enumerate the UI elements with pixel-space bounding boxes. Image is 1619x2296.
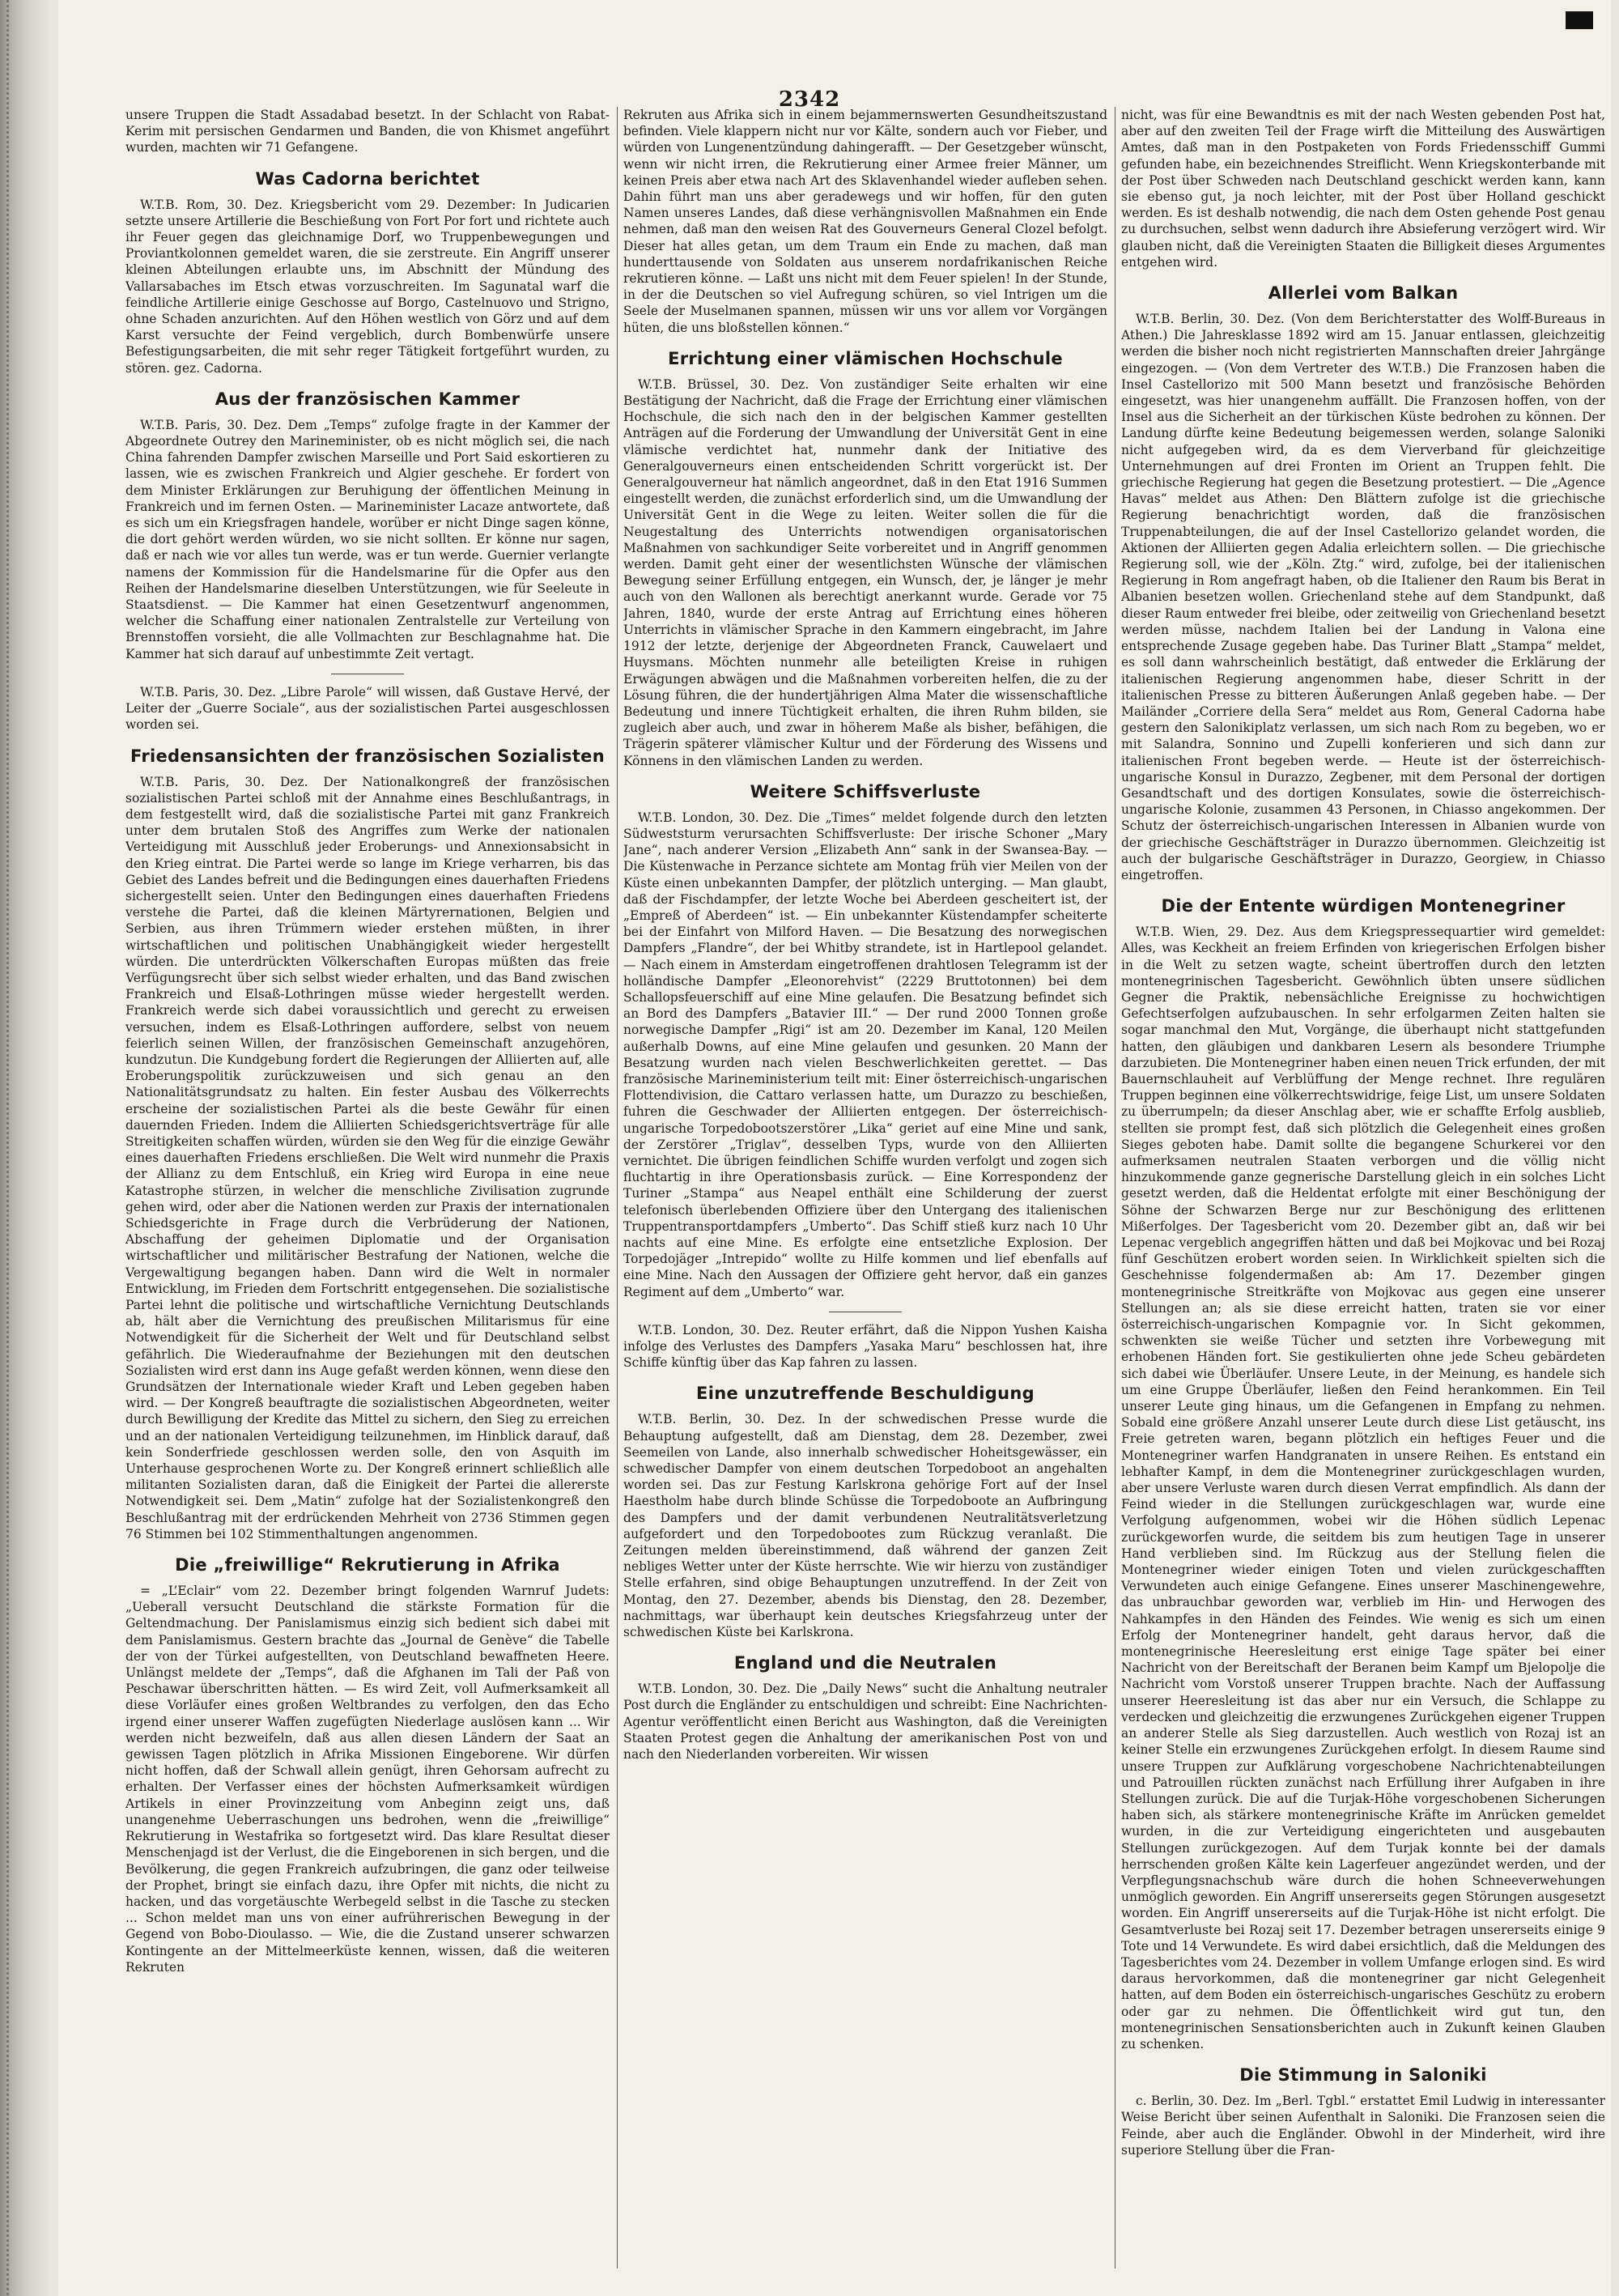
column-3 — [1121, 107, 1605, 2268]
article-headline: Die der Entente würdigen Montenegriner — [1161, 896, 1566, 916]
article-headline: Errichtung einer vlämischen Hochschule — [668, 348, 1063, 368]
article-paragraph: W.T.B. Berlin, 30. Dez. In der schwedischen Presse wurde die Behauptung aufgestellt, daß am Dienstag, dem 28. Dezember, zwei Seemeilen von Lande, also innerhalb schwedischer Hoheitsgewässer, ein schwedischer Dampfer von einem deutschen Torpedoboot an angehalten worden sei. Das zur Festung Karlskrona gehörige Fort auf der Insel Haestholm habe durch blinde Schüsse die Torpedoboote an Aufbringung des Dampfers und der damit verbundenen Neutralitätsverletzung aufgefordert und den Torpedobootes zum Rückzug veranlaßt. Die Zeitungen melden übereinstimmend, daß während der ganzen Zeit nebliges Wetter unter der Küste herrschte. Wie wir hierzu von zuständiger Stelle erfahren, sind obige Behauptungen unzutreffend. In der Zeit von Montag, den 27. Dezember, abends bis Dienstag, den 28. Dezember, nachmittags, war überhaupt kein deutsches Kriegsfahrzeug unter der schwedischen Küste bei Karlskrona. — [623, 1412, 1107, 1640]
article-was-cadorna-berichtet — [125, 169, 610, 376]
article-paragraph: W.T.B. London, 30. Dez. Reuter erfährt, daß die Nippon Yushen Kaisha infolge des Verlustes des Dampfers „Yasaka Maru“ beschlossen hat, ihre Schiffe künftig über das Kap fahren zu lassen. — [623, 1322, 1107, 1371]
page-corner-mark — [1566, 11, 1593, 29]
article-headline: Allerlei vom Balkan — [1268, 283, 1459, 304]
article-continued-col3 — [1121, 107, 1605, 270]
article-headline: Friedensansichten der französischen Sozialisten — [130, 746, 605, 766]
article-weitere-schiffsverluste — [623, 782, 1107, 1371]
article-die-der-entente-wurdigen-montenegriner — [1121, 896, 1605, 2052]
article-paragraph: unsere Truppen die Stadt Assadabad besetzt. In der Schlacht von Rabat-Kerim mit persischen Gendarmen und Banden, die von Khismet angeführt wurden, machten wir 71 Gefangene. — [125, 108, 610, 155]
article-headline: Die „freiwillige“ Rekrutierung in Afrika — [175, 1555, 560, 1575]
article-headline: Aus der französischen Kammer — [215, 389, 521, 409]
article-eine-unzutreffende-beschuldigung — [623, 1384, 1107, 1640]
article-die-freiwillige-rekrutierung-in-afrika — [125, 1555, 610, 1975]
article-paragraph: nicht, was für eine Bewandtnis es mit der nach Westen gebenden Post hat, aber auf den zweiten Teil der Frage wirft die Mitteilung des Auswärtigen Amtes, daß man in den Postpaketen von Fords Friedensschiff Gummi gefunden habe, ein bezeichnendes Streiflicht. Wenn Kriegskonterbande mit der Post über Schweden nach Deutschland geschickt werden kann, kann sie ebenso gut, ja noch leichter, mit der Post über Holland geschickt werden. Es ist deshalb notwendig, die nach dem Osten gehende Post genau zu durchsuchen, selbst wenn dadurch ihre Absieferung verzögert wird. Wir glauben nicht, daß die Vereinigten Staaten die Billigkeit dieses Argumentes entgehen wird. — [1121, 108, 1605, 270]
article-paragraph: = „L’Eclair“ vom 22. Dezember bringt folgenden Warnruf Judets: „Ueberall versucht Deutschland die stärkste Formation für die Geltendmachung. Der Panislamismus einzig sich bedient sich dabei mit dem Panislamismus. Gestern brachte das „Journal de Genève“ die Tabelle der von der Türkei aufgestellten, von Deutschland bewaffneten Heere. Unlängst meldete der „Temps“, daß die Afghanen im Tali der Paß von Peschawar überschritten hätten. — Es wird Zeit, voll Aufmerksamkeit all diese Vorläufer eines großen Weltbrandes zu verfolgen, den das Echo irgend einer unserer Waffen zugefügten Niederlage auslösen kann ... Wir werden nicht bezweifeln, daß aus allen diesen Ländern der Saat an gewissen Tagen plötzlich in Afrika Missionen Eingeborene. Wir dürfen nicht hoffen, daß der Schwall allein genügt, ihren Gehorsam aufrecht zu erhalten. Der Verfasser eines der höchsten Aufmerksamkeit würdigen Artikels in einer Provinzzeitung vom Anbeginn zeigt uns, daß unangenehme Ueberraschungen uns bedrohen, wenn die „freiwillige“ Rekrutierung in Westafrika so fortgesetzt wird. Das klare Resultat dieser Menschenjagd ist der Verlust, die die Eingeborenen in sich bergen, und die Bevölkerung, die gegen Frankreich aufzubringen, die ganz oder teilweise der Prophet, bringt sie einfach dazu, ihre Opfer mit nichts, die nicht zu hacken, und das vorgetäuschte Werbegeld selbst in die Tasche zu stecken ... Schon meldet man uns von einer aufrührerischen Bewegung in der Gegend von Bobo-Dioulasso. — Wie, die die Zustand unserer schwarzen Kontingente an der Mittelmeerküste kennen, wissen, daß die weiteren Rekruten — [125, 1584, 610, 1975]
article-die-stimmung-in-saloniki — [1121, 2065, 1605, 2158]
article-headline: Eine unzutreffende Beschuldigung — [696, 1384, 1035, 1404]
article-friedensansichten-der-franzosischen-sozi — [125, 746, 610, 1543]
article-paragraph: c. Berlin, 30. Dez. Im „Berl. Tgbl.“ erstattet Emil Ludwig in interessanter Weise Bericht über seinen Aufenthalt in Saloniki. Die Franzosen seien die Feinde, aber auch die Engländer. Obwohl in der Minderheit, wird ihre superiore Stellung über die Fran- — [1121, 2094, 1605, 2158]
article-paragraph: W.T.B. London, 30. Dez. Die „Daily News“ sucht die Anhaltung neutraler Post durch die Engländer zu entschuldigen und schreibt: Eine Nachrichten-Agentur veröffentlicht einen Bericht aus Washington, daß die Vereinigten Staaten Protest gegen die Anhaltung der amerikanischen Post von und nach den Niederlanden vorbereiten. Wir wissen — [623, 1682, 1107, 1762]
article-paragraph: W.T.B. Paris, 30. Dez. „Libre Parole“ will wissen, daß Gustave Hervé, der Leiter der „Guerre Sociale“, aus der sozialistischen Partei ausgeschlossen worden sei. — [125, 684, 610, 733]
article-continued-col1 — [125, 107, 610, 156]
article-paragraph: W.T.B. Berlin, 30. Dez. (Von dem Berichterstatter des Wolff-Bureaus in Athen.) Die Jahresklasse 1892 wird am 15. Januar entlassen, gleichzeitig werden die bisher noch nicht registrierten Mannschaften dreier Jahrgänge eingezogen. — (Von dem Vertreter des W.T.B.) Die Franzosen haben die Insel Castellorizo mit 500 Mann besetzt und französische Behörden eingesetzt, was hier unangenehm auffällt. Die Franzosen hoffen, von der Insel aus die Sicherheit an der türkischen Küste bedrohen zu können. Der Landung dürfte keine Bedeutung beigemessen werden, solange Saloniki nicht aufgegeben wird, da es dem Vierverband für gleichzeitige Unternehmungen auf drei Fronten im Orient an Truppen fehlt. Die griechische Regierung hat gegen die Besetzung protestiert. — Die „Agence Havas“ meldet aus Athen: Den Blättern zufolge ist die griechische Regierung benachrichtigt worden, daß die französischen Truppenabteilungen, die auf der Insel Castellorizo gelandet worden, die Aktionen der Alliierten gegen Adalia erleichtern sollen. — Die griechische Regierung soll, wie der „Köln. Ztg.“ wird, zufolge, bei der italienischen Regierung in Rom angefragt haben, ob die Italiener den Raum bis Berat in Albanien besetzen wollen. Griechenland stehe auf dem Standpunkt, daß dieser Raum entweder frei bleibe, oder zeitweilig von Griechenland besetzt werden müsse, nachdem Italien bei der Landung in Valona eine entsprechende Zusage gegeben habe. Das Turiner Blatt „Stampa“ meldet, es soll dann wahrscheinlich bestätigt, daß entweder die Erklärung der italienischen Regierung angenommen habe, dieser Schritt in der italienischen Presse zu bitteren Äußerungen Anlaß gegeben habe. — Der Mailänder „Corriere della Sera“ meldet aus Rom, General Cadorna habe gestern den Salonikiplatz verlassen, um sich nach Rom zu begeben, wo er mit Salandra, Sonnino und Zupelli konferieren und sich dann zur italienischen Front begeben werde. — Heute ist der österreichisch-ungarische Konsul in Durazzo, Zegbener, mit dem Personal der dortigen Gesandtschaft und des dortigen Konsulates, sowie die österreichisch-ungarische Kolonie, zusammen 43 Personen, in Chiasso angekommen. Der Schutz der österreichisch-ungarischen Interessen in Albanien wurde von der griechische Geschäftsträger in Durazzo übernommen. Gleichzeitig ist auch der bulgarische Geschäftsträger in Durazzo, Georgiew, in Chiasso eingetroffen. — [1121, 312, 1605, 882]
book-binding-edge — [0, 0, 49, 2296]
column-2 — [623, 107, 1107, 2268]
article-england-und-die-neutralen — [623, 1653, 1107, 1762]
article-errichtung-einer-vlamischen-hochschule — [623, 349, 1107, 769]
column-1 — [125, 107, 610, 2268]
article-paragraph: W.T.B. Wien, 29. Dez. Aus dem Kriegspressequartier wird gemeldet: Alles, was Keckheit an freiem Erfinden von kriegerischen Erfolgen bisher in die Welt zu setzen wagte, scheint übertroffen durch den letzten montenegrinischen Tagesbericht. Gewöhnlich übten unsere südlichen Gegner die Praktik, nebensächliche Ereignisse zu hochwichtigen Gefechtserfolgen aufzubauschen. In sehr erfolgarmen Zeiten halten sie sogar manchmal den Mut, Vorgänge, die überhaupt nicht stattgefunden hatten, den gläubigen und dankbaren Lesern als besondere Triumphe darzubieten. Die Montenegriner haben einen neuen Trick erfunden, der mit Bauernschlauheit auf Verblüffung der Menge rechnet. Ihre regulären Truppen beginnen eine völkerrechtswidrige, feige List, um unsere Soldaten zu überrumpeln; da dieser Anschlag aber, wie er schaffte Erfolg ausblieb, stellten sie prompt fest, daß sich plötzlich die Gelegenheit eines großen Sieges geboten habe. Damit sollte die begangene Schurkerei vor den aufmerksamen neutralen Staaten verborgen und die völlig nicht hinzukommende ganze gegnerische Darstellung gleich in ein solches Licht gesetzt werden, daß die Heldentat erfolgte mit einer Beschönigung der Söhne der Schwarzen Berge nur zur Beschönigung des erlittenen Mißerfolges. Der Tagesbericht vom 20. Dezember gibt an, daß wir bei Lepenac vergeblich angegriffen hätten und daß bei Mojkovac und bei Rozaj fünf Geschützen erobert worden seien. In Wirklichkeit spielten sich die Geschehnisse folgendermaßen ab: Am 17. Dezember gingen montenegrinische Streitkräfte von Mojkovac aus gegen eine unserer Stellungen an; als sie diese erreicht hatten, traten sie vor einer österreichisch-ungarischen Kompagnie vor. In Sicht gekommen, schwenkten sie weiße Tücher und setzten ihre Vorbewegung mit erhobenen Händen fort. Sie gestikulierten ohne jede Scheu gebärdeten sich dabei wie Überläufer. Unsere Leute, in der Meinung, es handele sich um eine Gruppe Überläufer, ließen den Feind herankommen. Ein Teil unserer Leute ging hinaus, um die Gefangenen in Empfang zu nehmen. Sobald eine größere Anzahl unserer Leute durch diese List getäuscht, ins Freie getreten waren, begann plötzlich ein heftiges Feuer und die Montenegriner warfen Handgranaten in unsere Reihen. Es entstand ein lebhafter Kampf, in dem die Montenegriner zurückgeschlagen wurden, aber unsere Verluste waren durch diesen Verrat empfindlich. Als dann der Feind wieder in die Stellungen zurückgeschlagen war, wurde eine Verfolgung aufgenommen, wobei wir die Höhen südlich Lepenac zurückgeworfen wurde, die seitdem bis zum heutigen Tage in unserer Hand verblieben sind. Im Rückzug aus der Stellung fielen die Montenegriner wieder einigen Toten und vielen zurückgeschafften Verwundeten auch einige Gefangene. Eines unserer Maschinengewehre, das unbrauchbar geworden war, verblieb im Hin- und Herwogen des Nahkampfes in den Händen des Feindes. Wie wenig es sich um einen Erfolg der Montenegriner handelt, geht daraus hervor, daß die montenegrinische Heeresleitung erst einige Tage später bei einer Nachricht von der Bereitschaft der Beranen beim Kampf um Bjelopolje die Nachricht vom Vorstoß unserer Truppen brachte. Nach der Auffassung unserer Heeresleitung ist das aber nur ein Versuch, die Schlappe zu verdecken und gleichzeitig die erzwungenes Zurückgehen eigener Truppen an anderer Stelle als Sieg darzustellen. Auch westlich von Rozaj ist an keiner Stelle ein erzwungenes Zurückgehen erfolgt. In diesem Raume sind unsere Truppen zur Aufklärung vorgeschobene Nachrichtenabteilungen und Patrouillen rückten zunächst nach Erfüllung ihrer Aufgaben in ihre Stellungen zurück. Die auf die Turjak-Höhe vorgeschobenen Sicherungen haben sich, als stärkere montenegrinische Kräfte im Anrücken gemeldet wurden, in die zur Verteidigung eingerichteten und ausgebauten Stellungen zurückgezogen. Auf dem Turjak konnte bei der damals herrschenden großen Kälte kein Lagerfeuer angezündet werden, und der Verpflegungsnachschub wäre durch die hohen Schneeverwehungen unmöglich geworden. Ein Angriff unsererseits gegen Störungen ausgesetzt worden. Ein Angriff unsererseits auf die Turjak-Höhe ist nicht erfolgt. Die Gesamtverluste bei Rozaj seit 17. Dezember betragen unsererseits einige 9 Tote und 14 Verwundete. Es wird dabei ersichtlich, daß die Meldungen des Tagesberichtes vom 24. Dezember in vollem Umfange erlogen sind. Es wird daraus hervorkommen, daß die montenegriner gar nicht Gelegenheit hatten, auf dem Boden ein österreichisch-ungarisches Geschütz zu erobern oder gar zu nehmen. Die Öffentlichkeit wird gut tun, den montenegrinischen Sensationsberichten auch in Zukunft keinen Glauben zu schenken. — [1121, 925, 1605, 2052]
column-rule-left — [617, 107, 618, 2268]
article-aus-der-franzosischen-kammer — [125, 389, 610, 733]
article-headline: England und die Neutralen — [733, 1653, 997, 1673]
article-paragraph: W.T.B. Paris, 30. Dez. Dem „Temps“ zufolge fragte in der Kammer der Abgeordnete Outrey den Marineminister, ob es nicht möglich sei, die nach China fahrenden Dampfer zwischen Marseille und Port Said eskortieren zu lassen, wie es zwischen Frankreich und Algier geschehe. Er fordert von dem Minister Erklärungen zur Beruhigung der öffentlichen Meinung in Frankreich und im fernen Osten. — Marineminister Lacaze antwortete, daß es sich um ein Kriegsfragen handele, worüber er nicht Dinge sagen könne, die dort gehört werden würden, wo sie nicht sollten. Er könne nur sagen, daß er nach wie vor alles tun werde, was er tun werde. Guernier verlangte namens der Kommission für die Handelsmarine für die Opfer aus den Reihen der Handelsmarine dieselben Unterstützungen, wie für Seeleute in Staatsdienst. — Die Kammer hat einen Gesetzentwurf angenommen, welcher die Schaffung einer nationalen Zentralstelle zur Verteilung von Brennstoffen vorsieht, die alle Vollmachten zur Beschlagnahme hat. Die Kammer hat sich darauf auf unbestimmte Zeit vertagt. — [125, 417, 610, 661]
article-continued-col2 — [623, 107, 1107, 336]
article-headline: Weitere Schiffsverluste — [750, 781, 981, 801]
article-headline: Die Stimmung in Saloniki — [1239, 2065, 1487, 2086]
article-paragraph: W.T.B. Rom, 30. Dez. Kriegsbericht vom 29. Dezember: In Judicarien setzte unsere Artillerie die Beschießung von Fort Por fort und richtete auch ihr Feuer gegen das gleichnamige Dorf, wo Truppenbewegungen und Proviantkolonnen gemeldet waren, die sie zerstreute. Ein Angriff unserer kleinen Abteilungen erlaubte uns, im Abschnitt der Mündung des Vallarsabaches im Etsch etwas vorzuschreiten. Im Sagunatal warf die feindliche Artillerie einige Geschosse auf Borgo, Castelnuovo und Strigno, ohne Schaden anzurichten. Auf den Höhen westlich von Görz und auf dem Karst versuchte der Feind vergeblich, durch Bombenwürfe unsere Befestigungsarbeiten, die mit sehr reger Tätigkeit fortgeführt wurden, zu stören. gez. Cadorna. — [125, 197, 610, 376]
article-paragraph: W.T.B. London, 30. Dez. Die „Times“ meldet folgende durch den letzten Südweststurm verursachten Schiffsverluste: Der irische Schoner „Mary Jane“, nach anderer Version „Elizabeth Ann“ sank in der Swansea-Bay. — Die Küstenwache in Perzance sichtete am Montag früh vier Meilen von der Küste einen unbekannten Dampfer, der plötzlich unterging. — Man glaubt, daß der Fischdampfer, der letzte Woche bei Aberdeen gescheitert ist, der „Empreß of Aberdeen“ ist. — Ein unbekannter Küstendampfer scheiterte bei der Einfahrt von Milford Haven. — Die Besatzung des norwegischen Dampfers „Flandre“, der bei Whitby strandete, ist in Hartlepool gelandet. — Nach einem in Amsterdam eingetroffenen drahtlosen Telegramm ist der holländische Dampfer „Eleonorehvist“ (2229 Bruttotonnen) bei dem Schallopsfeuerschiff auf eine Mine gelaufen. Die Besatzung befindet sich an Bord des Dampfers „Batavier III.“ — Der rund 2000 Tonnen große norwegische Dampfer „Rigi“ ist am 20. Dezember im Kanal, 120 Meilen außerhalb Downs, auf eine Mine gelaufen und gesunken. 20 Mann der Besatzung wurden nach vielen Beschwerlichkeiten gerettet. — Das französische Marineministerium teilt mit: Einer österreichisch-ungarischen Flottendivision, die Cattaro verlassen hatte, um Durazzo zu beschießen, fuhren die Geschwader der Alliierten entgegen. Der österreichisch-ungarische Torpedobootszerstörer „Lika“ geriet auf eine Mine und sank, der Zerstörer „Triglav“, desselben Typs, wurde von den Alliierten vernichtet. Die übrigen feindlichen Schiffe wurden verfolgt und zogen sich fluchtartig in ihre Operationsbasis zurück. — Eine Korrespondenz der Turiner „Stampa“ aus Neapel enthält eine Schilderung der zuerst telefonisch überlebenden Offiziere über den Untergang des italienischen Truppentransportdampfers „Umberto“. Das Schiff stieß kurz nach 10 Uhr nachts auf eine Mine. Es erfolgte eine entsetzliche Explosion. Der Torpedojäger „Intrepido“ wollte zu Hilfe kommen und lief ebenfalls auf eine Mine. Nach den Aussagen der Offiziere geht hervor, daß ein ganzes Regiment auf dem „Umberto“ war. — [623, 810, 1107, 1299]
article-paragraph: Rekruten aus Afrika sich in einem bejammernswerten Gesundheitszustand befinden. Viele klappern nicht nur vor Kälte, sondern auch vor Fieber, und würden von Lungenentzündung dahingerafft. — Der Gesetzgeber wünscht, wenn wir nicht irren, die Rekrutierung einer Armee freier Männer, um keinen Preis aber etwa nach Art des Sklavenhandel wieder aufleben sehen. Dahin führt man uns aber geradewegs und wir hoffen, für den guten Namen unseres Landes, daß diese verhängnisvollen Maßnahmen ein Ende nehmen, daß man den weisen Rat des Gouverneurs General Clozel befolgt. Dieser hat alles getan, um dem Traum ein Ende zu machen, daß man hunderttausende von Soldaten aus unserem nordafrikanischen Reiche rekrutieren könne. — Laßt uns nicht mit dem Feuer spielen! In der Stunde, in der die Deutschen so viel Aufregung schüren, so viel Intrigen um die Seele der Muselmanen spannen, müssen wir uns vor allem vor Vorgängen hüten, die uns bloßstellen können.“ — [623, 108, 1107, 335]
article-paragraph: W.T.B. Paris, 30. Dez. Der Nationalkongreß der französischen sozialistischen Partei schloß mit der Annahme eines Beschlußantrags, in dem festgestellt wird, daß die sozialistische Partei mit ganz Frankreich unter dem brutalen Stoß des Angriffes zum Werke der nationalen Verteidigung mit Ausschluß jeder Eroberungs- und Annexionsabsicht in den Krieg eintrat. Die Partei werde so lange im Kriege verharren, bis das Gebiet des Landes befreit und die Bedingungen eines dauerhaften Friedens sichergestellt seien. Unter den Bedingungen eines dauerhaften Friedens verstehe die Partei, daß die kleinen Märtyrernationen, Belgien und Serbien, aus ihren Trümmern wieder erstehen müßten, in ihrer wirtschaftlichen und politischen Unabhängigkeit wieder hergestellt würden. Die unterdrückten Völkerschaften Europas müßten das freie Verfügungsrecht über sich selbst wieder erhalten, und das Band zwischen Frankreich und Elsaß-Lothringen müsse wieder hergestellt werden. Frankreich werde sich dabei voraussichtlich und gerecht zu erweisen versuchen, indem es Elsaß-Lothringen auffordere, selbst von neuem feierlich seinen Willen, der französischen Gemeinschaft anzugehören, kundzutun. Die Kundgebung fordert die Regierungen der Alliierten auf, alle Eroberungspolitik zurückzuweisen und sich genau an den Nationalitätsgrundsatz zu halten. Ein fester Ausbau des Völkerrechts erscheine der sozialistischen Partei als die beste Gewähr für einen dauernden Frieden. Indem die Alliierten Schiedsgerichtsverträge für alle Streitigkeiten schaffen würden, würden sie den Weg für die einzige Gewähr eines dauerhaften Friedens erschließen. Die Welt wird nunmehr die Praxis der Allianz zu dem Entschluß, ein Krieg wird Europa in eine neue Katastrophe stürzen, in welcher die menschliche Zivilisation zugrunde gehen wird, oder aber die Nationen werden zur Praxis der internationalen Schiedsgerichte in Frage durch die Verbrüderung der Nationen, Abschaffung der geheimen Diplomatie und der Organisation wirtschaftlicher und militärischer Bestrafung der Nationen, welche die Vergewaltigung begangen haben. Dann wird die Welt in normaler Entwicklung, im Frieden dem Fortschritt entgegensehen. Die sozialistische Partei lehnt die politische und wirtschaftliche Vernichtung Deutschlands ab, hält aber die Vernichtung des preußischen Militarismus für eine Notwendigkeit für die Sicherheit der Welt und für Deutschland selbst gefährlich. Die Wiederaufnahme der Beziehungen mit den deutschen Sozialisten wird erst dann ins Auge gefaßt werden können, wenn diese den Grundsätzen der Internationale wieder Kraft und Leben gegeben haben wird. — Der Kongreß beauftragte die sozialistischen Abgeordneten, weiter durch Bewilligung der Kredite das Mittel zu sichern, den Sieg zu erreichen und an der nationalen Verteidigung teilzunehmen, im Hinblick darauf, daß kein Sonderfriede geschlossen werden solle, den von Asquith im Unterhause gesprochenen Worte zu. Der Kongreß erinnert schließlich alle militanten Sozialisten daran, daß die Einigkeit der Partei die allererste Notwendigkeit sei. Dem „Matin“ zufolge hat der Sozialistenkongreß den Beschlußantrag mit der erdrückenden Mehrheit von 2736 Stimmen gegen 76 Stimmen bei 102 Stimmenthaltungen angenommen. — [125, 774, 610, 1541]
article-paragraph: W.T.B. Brüssel, 30. Dez. Von zuständiger Seite erhalten wir eine Bestätigung der Nachricht, daß die Frage der Errichtung einer vlämischen Hochschule, die sich nach den in der belgischen Kammer gestellten Anträgen auf die Forderung der Umwandlung der Universität Gent in eine vlämische verdichtet hat, nunmehr dank der Initiative des Generalgouverneurs einen entscheidenden Schritt vorgerückt ist. Der Generalgouverneur hat nämlich angeordnet, daß in den Etat 1916 Summen eingestellt werden, die zunächst erforderlich sind, um die Umwandlung der Universität Gent in die Wege zu leiten. Weiter sollen die für die Neugestaltung des Unterrichts notwendigen organisatorischen Maßnahmen von sachkundiger Seite vorbereitet und in Angriff genommen werden. Damit geht einer der wesentlichsten Wünsche der vlämischen Bewegung seiner Erfüllung entgegen, ein Wunsch, der, je länger je mehr auch von den Wallonen als berechtigt anerkannt wurde. Gerade vor 75 Jahren, 1840, wurde der erste Antrag auf Errichtung eines höheren Unterrichts in vlämischer Sprache in den Kammern eingebracht, im Jahre 1912 der letzte, derjenige der Abgeordneten Franck, Cauwelaert und Huysmans. Möchten nunmehr alle beteiligten Kreise in ruhigen Erwägungen abwägen und die Maßnahmen vorbereiten helfen, die zu der Lösung führen, die der hundertjährigen Alma Mater die wissenschaftliche Bedeutung und innere Tüchtigkeit erhalten, die ihren Ruhm bilden, sie zugleich aber auch, und zwar in höherem Maße als bisher, befähigen, die Trägerin späterer vlämischer Kultur und der Förderung des Wissens und Könnens in den vlämischen Landen zu werden. — [623, 376, 1107, 768]
article-headline: Was Cadorna berichtet — [255, 168, 480, 189]
page-number: 2342 — [778, 87, 841, 112]
article-allerlei-vom-balkan — [1121, 283, 1605, 883]
